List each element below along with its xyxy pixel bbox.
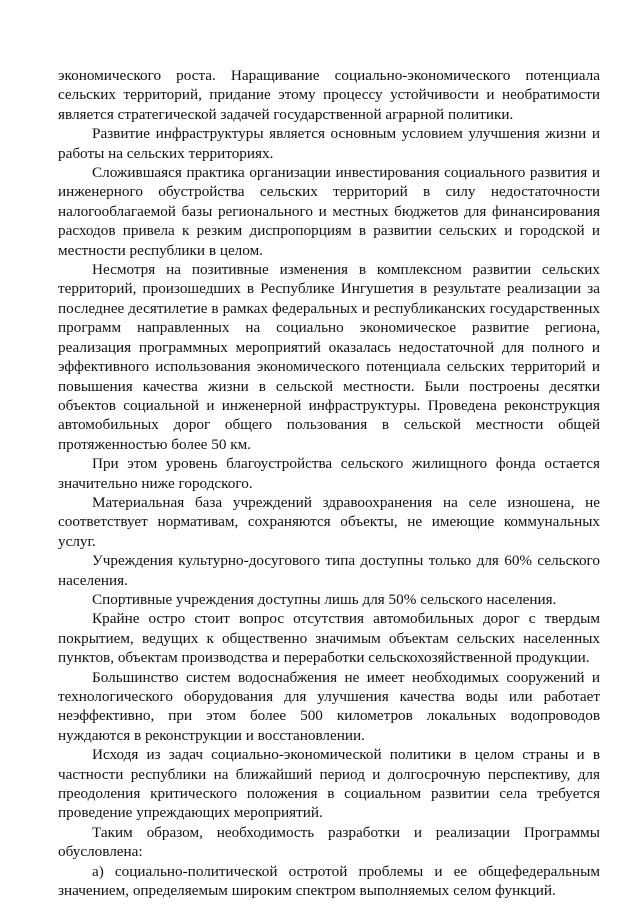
- paragraph-8: Спортивные учреждения доступны лишь для 50% сельского населения.: [92, 590, 557, 608]
- paragraph-6: Материальная база учреждений здравоохранения на селе изношена, не соответствует нормативам, сохраняются объекты, не имеющие коммунальных услуг.: [58, 493, 600, 550]
- paragraph-4: Несмотря на позитивные изменения в комплексном развитии сельских территорий, произошедших в Республике Ингушетия в результате реализации за последнее десятилетие в рамках федеральных и республиканских государственных программ направленных на социально экономическое развитие региона, реализация программных мероприятий оказалась недостаточной для полного и эффективного использования экономического потенциала сельских территорий и повышения качества жизни в сельской местности. Были построены десятки объектов социальной и инженерной инфраструктуры. Проведена реконструкция автомобильных дорог общего пользования в сельской местности общей протяженностью более 50 км.: [58, 261, 600, 453]
- paragraph-5: При этом уровень благоустройства сельского жилищного фонда остается значительно ниже городского.: [58, 455, 600, 492]
- paragraph-10: Большинство систем водоснабжения не имеет необходимых сооружений и технологического оборудования для улучшения качества воды или работает неэффективно, при этом более 500 километров локальных водопроводов нуждаются в реконструкции и восстановлении.: [58, 668, 600, 744]
- paragraph-9: Крайне остро стоит вопрос отсутствия автомобильных дорог с твердым покрытием, ведущих к общественно значимым объектам сельских населенных пунктов, объектам производства и переработки сельскохозяйственной продукции.: [58, 610, 600, 667]
- paragraph-3: Сложившаяся практика организации инвестирования социального развития и инженерного обустройства сельских территорий в силу недостаточности налогооблагаемой базы регионального и местных бюджетов для финансирования расходов привела к резким диспропорциям в развитии сельских и городской и местности республики в целом.: [58, 164, 600, 259]
- paragraph-7: Учреждения культурно-досугового типа доступны только для 60% сельского населения.: [58, 552, 600, 589]
- paragraph-11: Исходя из задач социально-экономической политики в целом страны и в частности республики на ближайший период и долгосрочную перспективу, для преодоления критического положения в социальном развитии села требуется проведение упреждающих мероприятий.: [58, 746, 600, 822]
- paragraph-2: Развитие инфраструктуры является основным условием улучшения жизни и работы на сельских территориях.: [58, 125, 600, 162]
- document-page: [58, 66, 600, 900]
- paragraph-12: Таким образом, необходимость разработки и реализации Программы обусловлена:: [58, 823, 600, 861]
- paragraph-1: экономического роста. Наращивание социально-экономического потенциала сельских территорий, придание этому процессу устойчивости и необратимости является стратегической задачей государственной аграрной политики.: [58, 67, 600, 123]
- paragraph-13: а) социально-политической остротой проблемы и ее общефедеральным значением, определяемым широким спектром выполняемых селом функций.: [58, 862, 600, 900]
